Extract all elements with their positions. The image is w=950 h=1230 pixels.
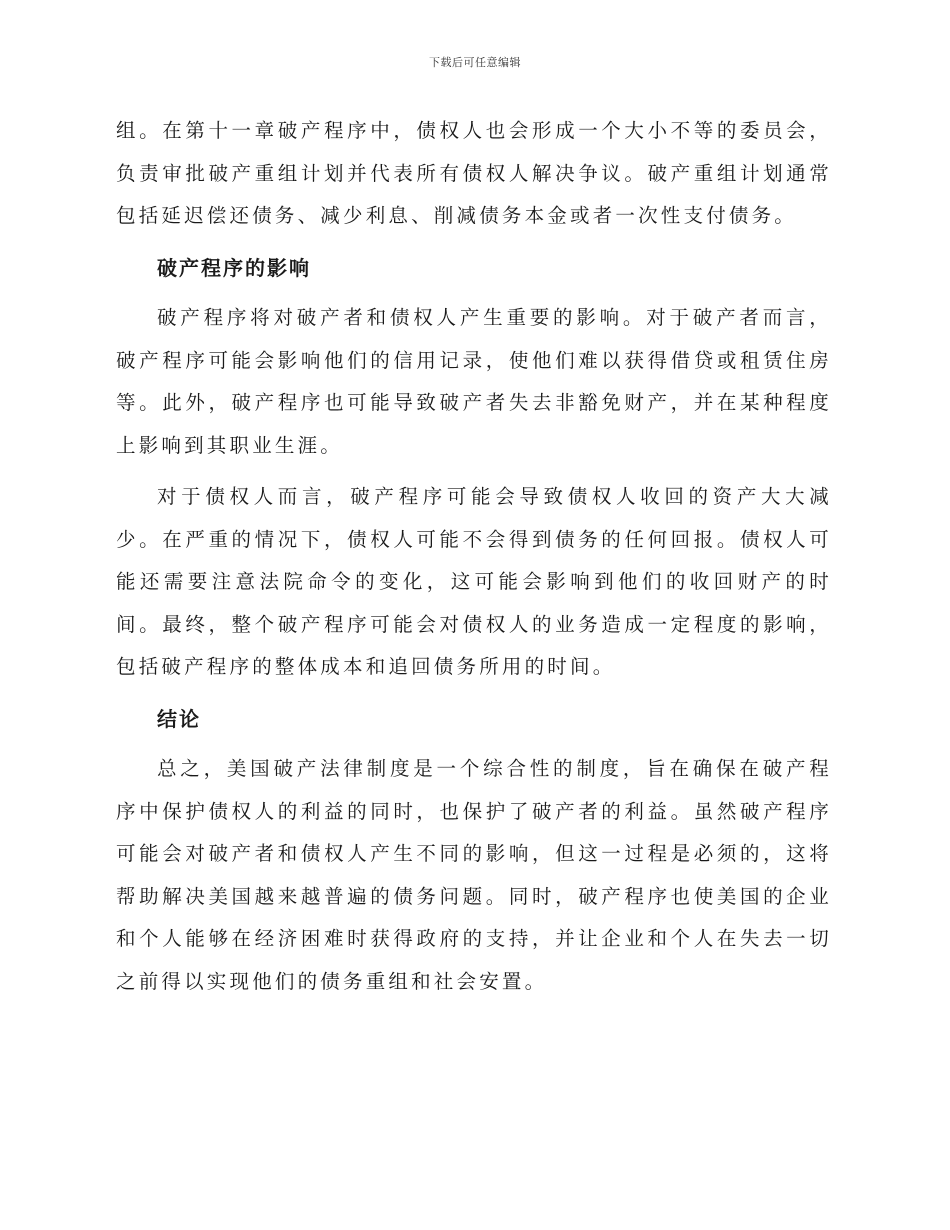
paragraph-impact-creditor: 对于债权人而言，破产程序可能会导致债权人收回的资产大大减少。在严重的情况下，债权人可能不会得到债务的任何回报。债权人可能还需要注意法院命令的变化，这可能会影响到他们的收回财产的时间。最终，整个破产程序可能会对债权人的业务造成一定程度的影响，包括破产程序的整体成本和追回债务所用的时间。 (116, 485, 832, 678)
paragraph-conclusion: 总之，美国破产法律制度是一个综合性的制度，旨在确保在破产程序中保护债权人的利益的同时，也保护了破产者的利益。虽然破产程序可能会对破产者和债权人产生不同的影响，但这一过程是必须的，这将帮助解决美国越来越普遍的债务问题。同时，破产程序也使美国的企业和个人能够在经济困难时获得政府的支持，并让企业和个人在失去一切之前得以实现他们的债务重组和社会安置。 (116, 757, 832, 993)
paragraph-impact-debtor: 破产程序将对破产者和债权人产生重要的影响。对于破产者而言，破产程序可能会影响他们的信用记录，使他们难以获得借贷或租赁住房等。此外，破产程序也可能导致破产者失去非豁免财产，并在某种程度上影响到其职业生涯。 (116, 306, 832, 457)
paragraph-intro-continuation: 组。在第十一章破产程序中，债权人也会形成一个大小不等的委员会，负责审批破产重组计划并代表所有债权人解决争议。破产重组计划通常包括延迟偿还债务、减少利息、削减债务本金或者一次性支付债务。 (116, 119, 832, 227)
page-header: 下载后可任意编辑 (429, 56, 521, 69)
section-heading-impact: 破产程序的影响 (157, 255, 311, 280)
document-body (116, 110, 832, 1003)
section-heading-conclusion: 结论 (157, 706, 201, 731)
